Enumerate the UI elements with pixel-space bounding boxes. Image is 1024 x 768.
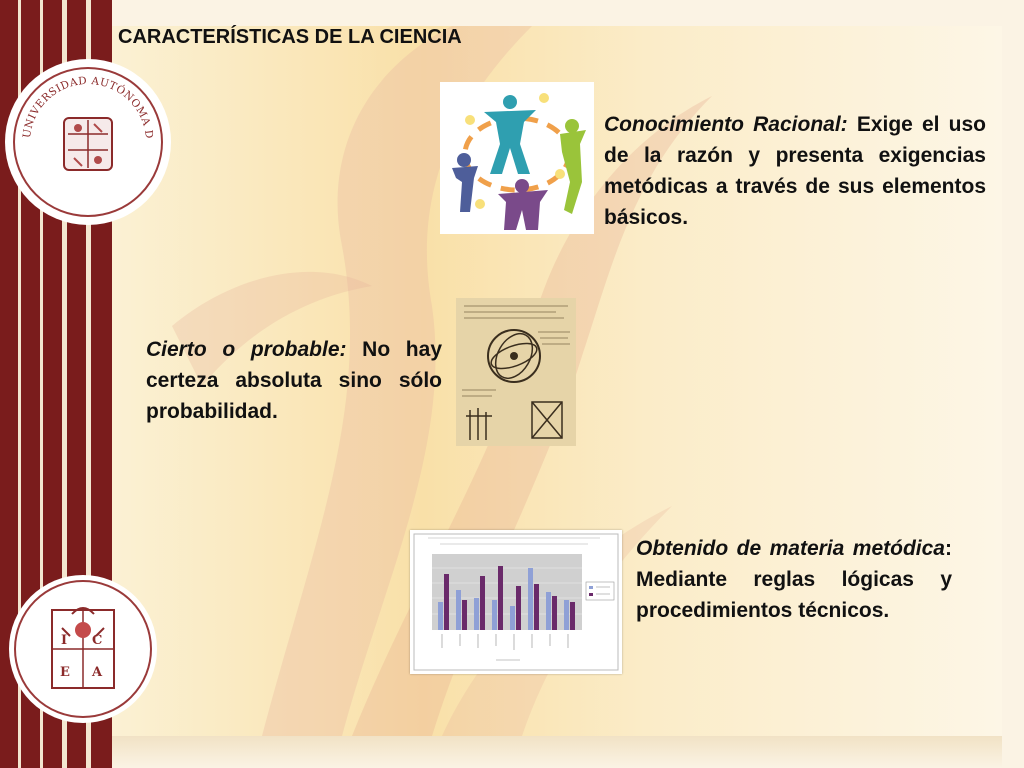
probable-paragraph [146,334,442,427]
astrolabe-manuscript-image [456,298,576,446]
metodica-term: Obtenido de materia metódica [636,537,945,560]
icea-letter-a: A [92,665,103,680]
panel-shadow [112,736,1002,768]
probable-text: No hay certeza absoluta sino sólo probabilidad. [146,338,442,423]
bar-chart-image [410,530,622,674]
metodica-paragraph [636,533,952,626]
metodica-text: : Mediante reglas lógicas y procedimientos técnicos. [636,537,952,622]
icea-letter-i: I [61,633,68,648]
people-cycle-image [440,82,594,234]
slide-title: CARACTERÍSTICAS DE LA CIENCIA [118,26,462,48]
racional-term: Conocimiento Racional: [604,113,848,136]
university-seal-logo [8,62,168,222]
icea-letter-e: E [60,665,70,680]
icea-letter-c: C [92,633,103,648]
seal-text: UNIVERSIDAD AUTÓNOMA D [21,74,156,140]
racional-text: Exige el uso de la razón y presenta exigencias metódicas a través de sus elementos básicos. [604,113,986,229]
icea-logo [12,578,154,720]
racional-paragraph [604,109,986,233]
probable-term: Cierto o probable: [146,338,347,361]
